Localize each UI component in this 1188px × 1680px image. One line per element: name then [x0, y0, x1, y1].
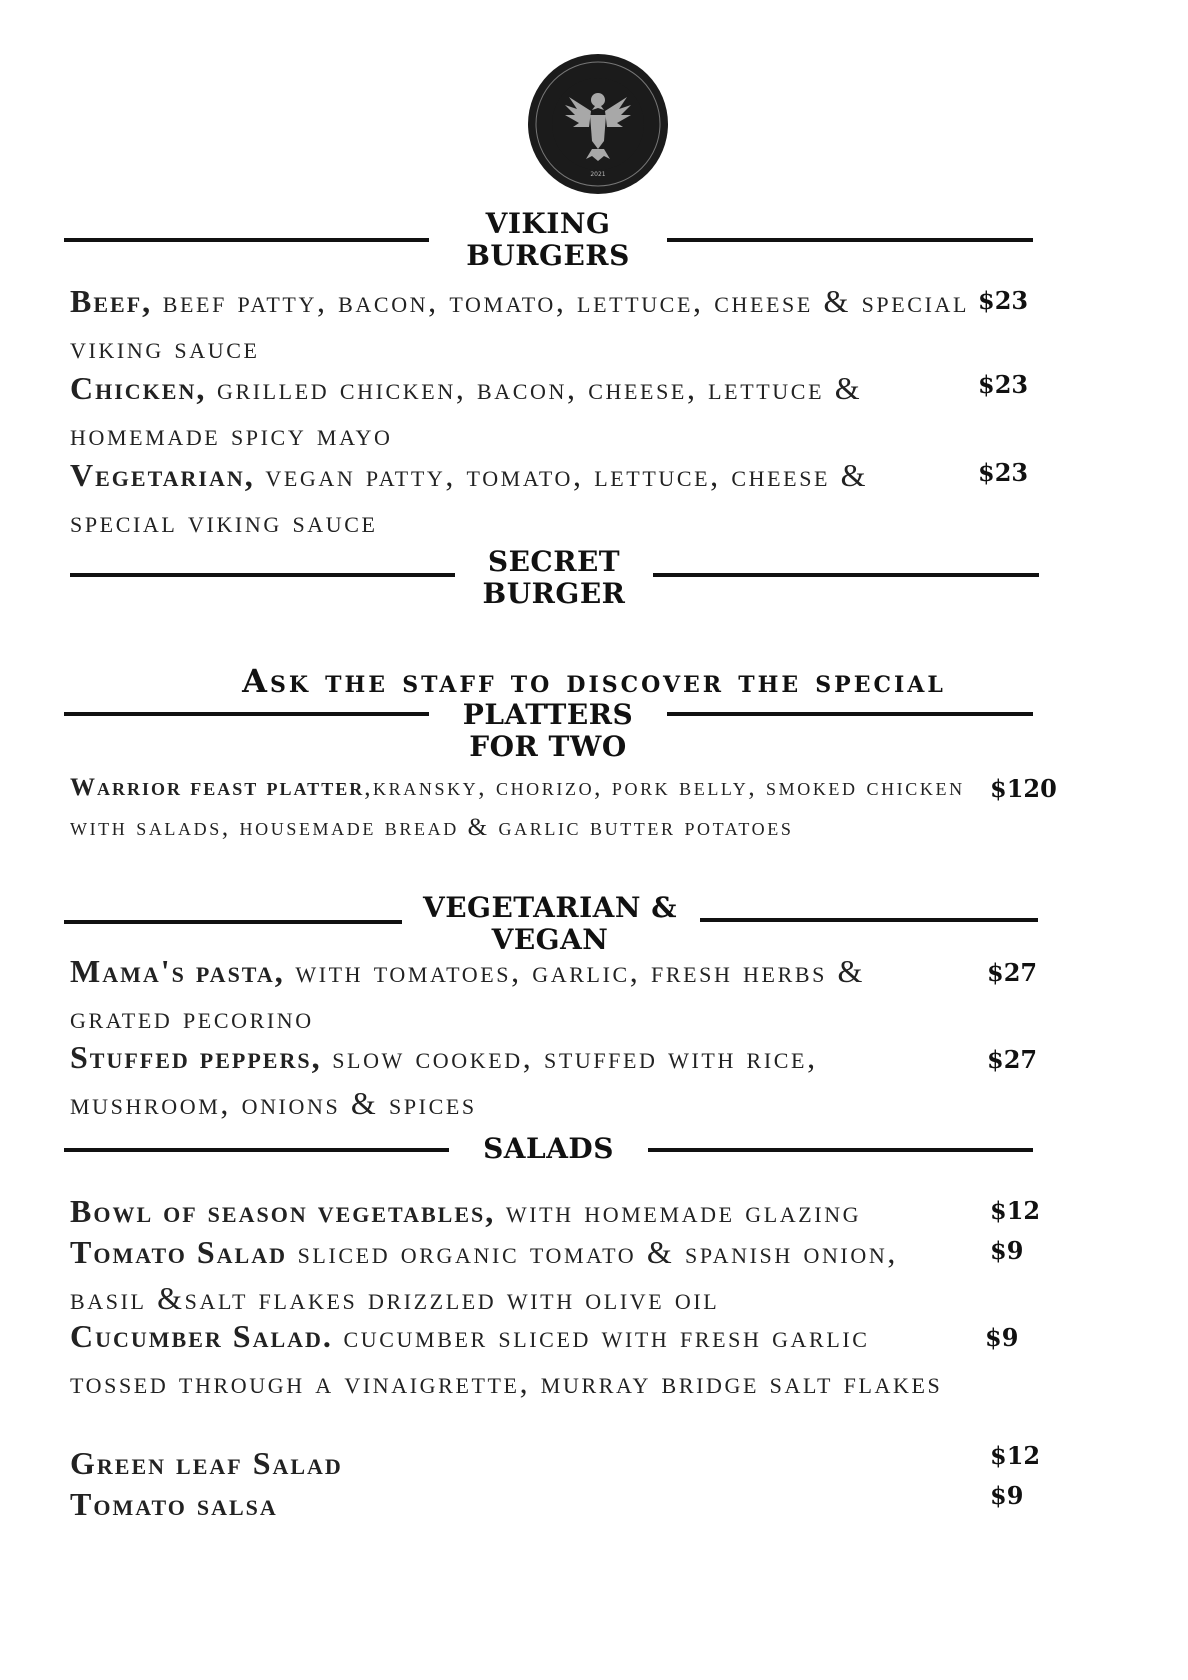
menu-item-cucumber-salad: Cucumber Salad. cucumber sliced with fresh garlic tossed through a vinaigrette, murray bridge salt flakes — [70, 1318, 943, 1400]
section-rule-left — [70, 573, 455, 577]
price-warrior-feast: $120 — [990, 774, 1057, 803]
menu-item-warrior-feast: Warrior feast platter,kransky, chorizo, pork belly, smoked chicken with salads, housemade bread & garlic butter potatoes — [70, 774, 965, 841]
section-title-platters: PLATTERS FOR TWO — [462, 698, 634, 763]
menu-item-mamas-pasta: Mama's pasta, with tomatoes, garlic, fresh herbs & grated pecorino — [70, 953, 866, 1035]
section-rule-right — [667, 712, 1033, 716]
section-rule-right — [667, 238, 1033, 242]
section-title-vegetarian-vegan: VEGETARIAN & VEGAN — [422, 891, 678, 956]
brewery-logo — [527, 53, 669, 195]
section-rule-right — [700, 918, 1038, 922]
menu-item-chicken: Chicken, grilled chicken, bacon, cheese, lettuce & homemade spicy mayo — [70, 370, 863, 452]
price-tomato-salad: $9 — [990, 1236, 1024, 1265]
section-title-salads: SALADS — [483, 1132, 614, 1165]
price-green-leaf-salad: $12 — [990, 1441, 1041, 1470]
menu-item-tomato-salad: Tomato Salad sliced organic tomato & spanish onion, basil &salt flakes drizzled with olive oil — [70, 1234, 898, 1316]
price-bowl-vegetables: $12 — [990, 1196, 1041, 1225]
section-rule-left — [64, 712, 429, 716]
price-stuffed-peppers: $27 — [987, 1045, 1038, 1074]
price-mamas-pasta: $27 — [987, 958, 1038, 987]
secret-burger-note: Ask the staff to discover the special — [242, 662, 946, 700]
price-tomato-salsa: $9 — [990, 1481, 1024, 1510]
section-rule-left — [64, 1148, 449, 1152]
section-rule-left — [64, 238, 429, 242]
menu-item-stuffed-peppers: Stuffed peppers, slow cooked, stuffed with rice, mushroom, onions & spices — [70, 1039, 818, 1121]
svg-text:2021: 2021 — [590, 171, 606, 178]
section-title-secret-burger: SECRET BURGER — [482, 545, 626, 610]
menu-item-tomato-salsa: Tomato salsa — [70, 1486, 278, 1522]
price-vegetarian: $23 — [978, 458, 1029, 487]
section-rule-right — [648, 1148, 1033, 1152]
price-beef: $23 — [978, 286, 1029, 315]
menu-item-vegetarian: Vegetarian, vegan patty, tomato, lettuce, cheese & special viking sauce — [70, 457, 869, 539]
menu-item-beef: Beef, beef patty, bacon, tomato, lettuce, cheese & special viking sauce — [70, 283, 970, 365]
section-rule-left — [64, 920, 402, 924]
menu-item-bowl-vegetables: Bowl of season vegetables, with homemade glazing — [70, 1193, 862, 1229]
price-cucumber-salad: $9 — [985, 1323, 1019, 1352]
price-chicken: $23 — [978, 370, 1029, 399]
section-rule-right — [653, 573, 1039, 577]
section-title-viking-burgers: VIKING BURGERS — [466, 207, 630, 272]
menu-item-green-leaf-salad: Green leaf Salad — [70, 1445, 343, 1481]
